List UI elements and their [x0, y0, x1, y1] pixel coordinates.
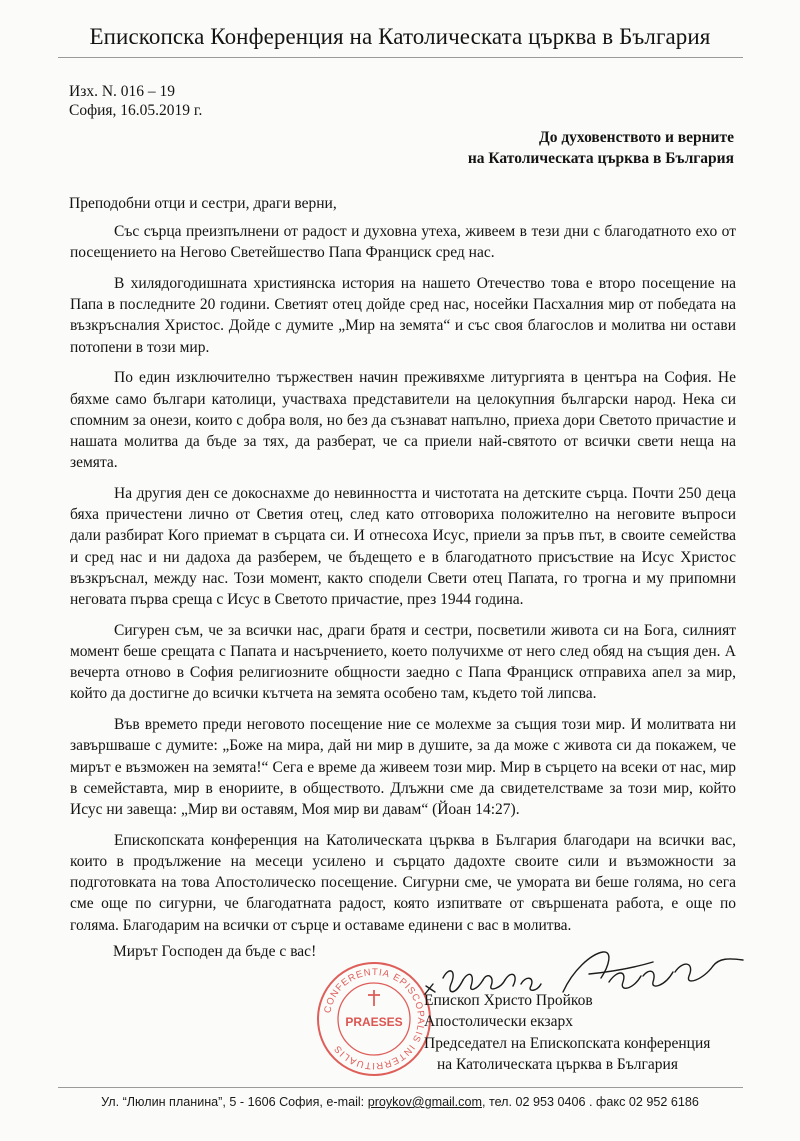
reference-number: Изх. N. 016 – 19 — [69, 83, 176, 100]
letterhead-title: Епископска Конференция на Католическата църква в България — [89, 24, 711, 49]
footer-address: Ул. “Люлин планина”, 5 - 1606 София, e-mail: — [101, 1095, 368, 1109]
svg-text:CONFERENTIA EPISCOPALIS INTERR: CONFERENTIA EPISCOPALIS INTERRITUALIS — [322, 966, 427, 1072]
reference-block — [69, 82, 202, 120]
footer-divider — [58, 1087, 743, 1088]
signatory-title: Председател на Епископската конференция — [424, 1034, 711, 1052]
body-paragraph: Епископската конференция на Католическата църква в България благодари на всички вас, които в продължение на месеци усилено и сърцато дадохте своите сили и възможности за подготовката на това Апостолическо посещение. Сигурни сме, че умората ви беше голяма, но сега сме още по сигурни, че благодатната радост, която изпитвате от свършената работа, е още по голяма. Благодарим на всички от сърце и оставаме единени с вас в молитва. — [70, 831, 736, 934]
recipient-block — [468, 127, 734, 169]
place-date: София, 16.05.2019 г. — [69, 102, 203, 119]
body-paragraph: Със сърца преизпълнени от радост и духовна утеха, живеем в тези дни с благодатното ехо от посещението на Негово Светейшество Папа Франциск сред нас. — [70, 223, 736, 262]
footer-contact — [0, 1095, 800, 1109]
signatory-title: на Католическата църква в България — [437, 1055, 678, 1073]
body-paragraph: Сигурен съм, че за всички нас, драги братя и сестри, посветили живота си на Бога, силният момент беше срещата с Папата и насърчението, което получихме от него след обяд на същия ден. А вечерта отново в София религиозните общности заедно с Папа Франциск отправиха апел за мир, който да достигне до всички кътчета на земята особено там, където той липсва. — [70, 621, 736, 703]
recipient-line: До духовенството и верните — [539, 129, 734, 146]
letter-body — [70, 221, 736, 945]
closing-line: Мирът Господен да бъде с вас! — [113, 943, 317, 960]
recipient-line: на Католическата църква в България — [467, 150, 734, 167]
body-paragraph: По един изключително тържествен начин преживяхме литургията в центъра на София. Не бяхме само българи католици, участваха представители на целокупния български народ. Нека си спомним за онези, които с добра воля, но без да съзнават напълно, приеха дори Светото причастие и нашата молитва да бъде за тях, да разберат, че са приели най-святото от всички свети неща на земята. — [70, 369, 736, 472]
footer-email-link[interactable]: proykov@gmail.com — [367, 1095, 482, 1109]
header-divider — [58, 57, 743, 58]
footer-phones: , тел. 02 953 0406 . факс 02 952 6186 — [481, 1095, 699, 1109]
svg-text:PRAESES: PRAESES — [345, 1015, 403, 1029]
greeting: Преподобни отци и сестри, драги верни, — [69, 195, 337, 212]
signatory-title: Апостолически екзарх — [424, 1013, 573, 1031]
body-paragraph: В хилядогодишната християнска история на нашето Отечество това е второ посещение на Папа в последните 20 години. Светият отец дойде сред нас, носейки Пасхалния мир от победата на възкръсналия Христос. Дойде с думите „Мир на земята“ и със своя благослов и молитва ни остави потопени в този мир. — [70, 275, 736, 356]
signatory-name: Епископ Христо Пройков — [424, 992, 593, 1009]
body-paragraph: Във времето преди неговото посещение ние се молехме за същия този мир. И молитвата ни завършваше с думите: „Боже на мира, дай ни мир в душите, за да може с живота си да покажем, че мирът е възможен на земята!“ Сега е време да живеем този мир. Мир в сърцето на всеки от нас, мир в семейставта, мир в енориите, в обществото. Длъжни сме да свидетелстваме за този мир, който Исус ни завеща: „Мир ви оставям, Моя мир ви давам“ (Йоан 14:27). — [70, 716, 736, 819]
signature-block — [424, 990, 710, 1075]
body-paragraph: На другия ден се докоснахме до невинността и чистотата на детските сърца. Почти 250 деца бяха причестени лично от Светия отец, след като отговориха положително на неговите въпроси дали разбират Кого приемат в сърцата си. И отнесоха Исус, приели за пръв път, в своите семейства и сред нас и ни дадоха да разберем, че бъдещето е в благодатното присъствие на Исус Христос възкръснал, между нас. Този момент, както сподели Свети отец Папата, го трогна и му припомни неговата първа среща с Исус в Светото причастие, през 1944 година. — [70, 485, 736, 609]
